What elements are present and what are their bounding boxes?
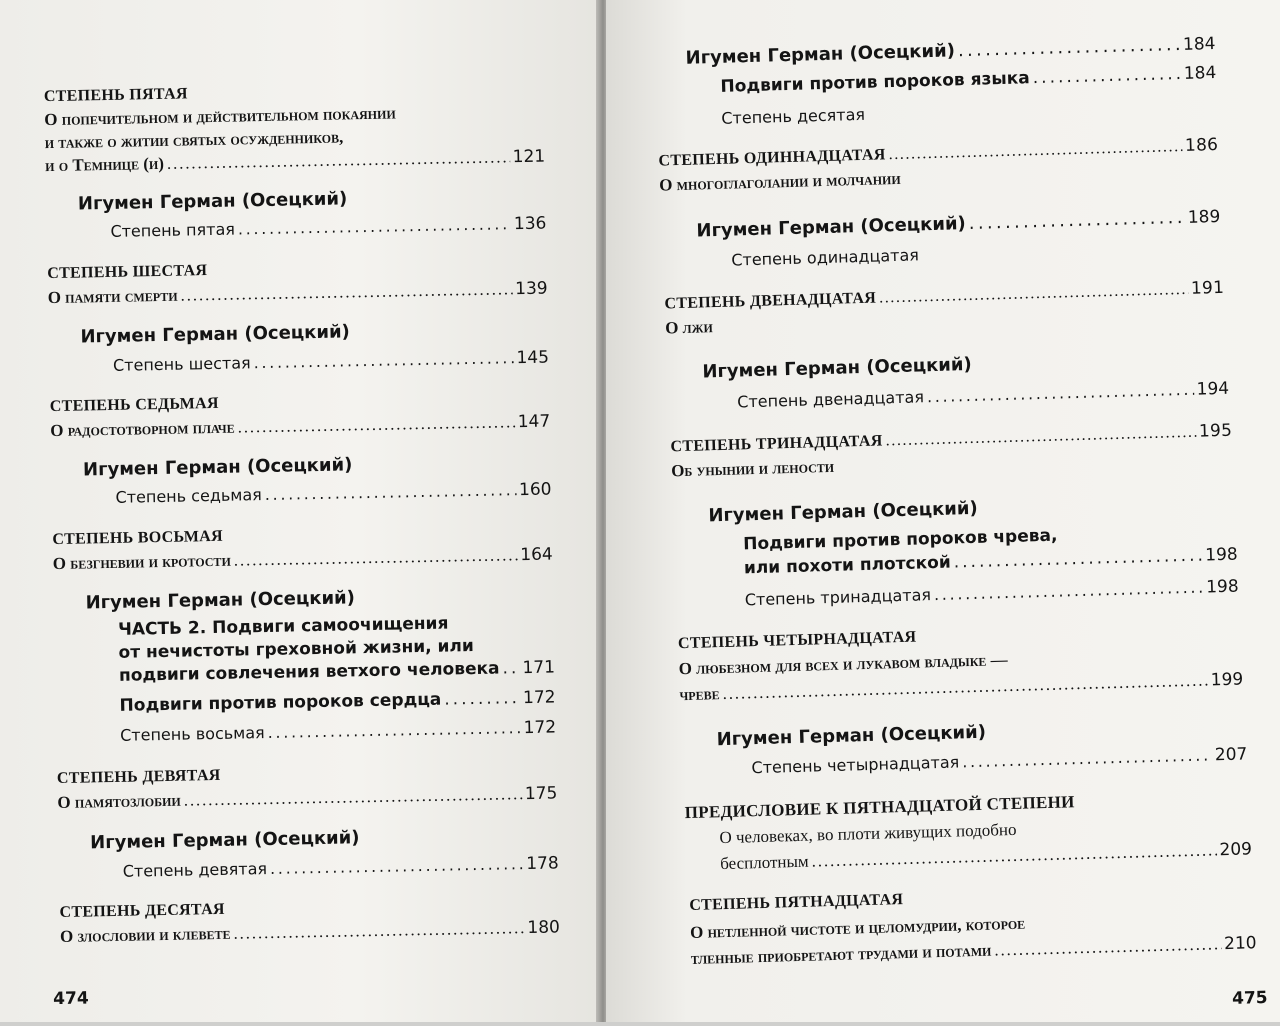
toc-subentry: Степень одинадцатая <box>731 245 920 270</box>
page-number: 121 <box>512 146 546 168</box>
toc-title: О безгневии и кротости . . . 164 <box>53 545 553 573</box>
toc-heading: СТЕПЕНЬ СЕДЬМАЯ <box>49 394 219 416</box>
right-page-content <box>606 0 1280 1022</box>
toc-title: О лжи <box>664 317 714 338</box>
toc-subentry: Степень седьмая . . . 160 <box>115 482 551 507</box>
toc-author: Игумен Герман (Осецкий) <box>82 454 353 481</box>
toc-title: О радостотворном плаче . . . 147 <box>50 413 550 441</box>
toc-title: О попечительном и действительном покаянии <box>44 103 396 130</box>
toc-subentry: Степень четырнадцатая . . . 207 <box>751 746 1247 777</box>
page-number: 184 <box>1183 62 1217 84</box>
leader-dots <box>811 841 1216 869</box>
leader-dots <box>888 139 1182 163</box>
toc-chapter: подвиги совлечения ветхого человека . . . 171 <box>119 659 555 684</box>
toc-title: Об унынии и лености <box>670 456 835 481</box>
toc-title: О памяти смерти . . . 139 <box>48 280 548 308</box>
toc-description: бесплотным . . . 209 <box>720 840 1252 873</box>
toc-heading: СТЕПЕНЬ ДВЕНАДЦАТАЯ . . . 191 <box>664 280 1224 313</box>
toc-heading: СТЕПЕНЬ ТРИНАДЦАТАЯ . . . 195 <box>670 423 1232 456</box>
leader-dots <box>502 660 519 677</box>
toc-title: и также о житии святых осужденников, <box>44 127 344 153</box>
page-number: 189 <box>1187 206 1221 228</box>
page-number: 175 <box>524 783 558 805</box>
toc-title: О нетленной чистоте и целомудрии, которое <box>689 913 1026 943</box>
page-number: 171 <box>522 657 556 679</box>
page-number: 198 <box>1205 544 1239 566</box>
toc-author: Игумен Герман (Осецкий) <box>89 827 360 854</box>
leader-dots <box>934 580 1204 604</box>
toc-title: О многоглаголании и молчании <box>658 168 901 195</box>
toc-author: Игумен Герман (Осецкий) <box>80 321 351 348</box>
leader-dots <box>265 482 517 503</box>
page-number: 210 <box>1223 933 1257 955</box>
page-number: 139 <box>515 278 548 300</box>
leader-dots <box>270 856 523 877</box>
leader-dots <box>184 785 522 808</box>
toc-subentry: Степень двенадцатая . . . 194 <box>737 381 1229 412</box>
toc-heading: СТЕПЕНЬ ЧЕТЫРНАДЦАТАЯ <box>677 628 917 653</box>
page-number: 199 <box>1210 669 1244 691</box>
toc-heading: СТЕПЕНЬ ВОСЬМАЯ <box>52 527 224 549</box>
leader-dots <box>180 280 512 303</box>
toc-subentry: Степень пятая . . . 136 <box>110 216 546 241</box>
toc-chapter: от нечистоты греховной жизни, или <box>118 636 475 663</box>
toc-heading: СТЕПЕНЬ ДЕСЯТАЯ <box>59 900 225 922</box>
left-page <box>0 0 598 1022</box>
toc-chapter: Подвиги против пороков чрева, <box>742 525 1058 555</box>
leader-dots <box>969 209 1186 233</box>
leader-dots <box>954 548 1203 572</box>
page-number: 172 <box>522 687 556 709</box>
toc-subentry: Степень десятая <box>721 104 866 128</box>
page-number: 145 <box>516 347 550 369</box>
page-number: 198 <box>1205 576 1239 598</box>
toc-title: О злословии и клевете . . . 180 <box>60 918 560 946</box>
toc-title: тленные приобретают трудами и потами . . . 210 <box>691 934 1257 968</box>
page-number-footer: 474 <box>52 988 89 1010</box>
leader-dots <box>234 546 518 568</box>
toc-chapter: Подвиги против пороков сердца . . . 172 <box>119 689 555 714</box>
page-number: 207 <box>1214 744 1248 766</box>
toc-chapter: Подвиги против пороков языка . . . 184 <box>720 65 1216 96</box>
left-page-content <box>0 0 618 1022</box>
page-number: 164 <box>520 544 553 566</box>
page-number: 191 <box>1190 277 1225 299</box>
toc-title: и о Темнице (и) . . . 121 <box>45 148 545 176</box>
toc-chapter: или похоти плотской . . . 198 <box>744 547 1238 578</box>
leader-dots <box>879 282 1188 307</box>
leader-dots <box>444 690 520 708</box>
toc-author: Игумен Герман (Осецкий) <box>77 188 348 215</box>
toc-heading: СТЕПЕНЬ ПЯТАЯ <box>43 85 188 106</box>
leader-dots <box>268 720 521 741</box>
toc-author: Игумен Герман (Осецкий) <box>702 353 972 383</box>
page-number: 209 <box>1219 839 1253 861</box>
toc-author: Игумен Герман (Осецкий) <box>85 587 356 614</box>
leader-dots <box>1033 66 1182 87</box>
toc-author: Игумен Герман (Осецкий) <box>716 721 987 751</box>
page-number: 184 <box>1182 34 1216 55</box>
toc-heading: ПРЕДИСЛОВИЕ К ПЯТНАДЦАТОЙ СТЕПЕНИ <box>684 792 1075 823</box>
leader-dots <box>958 36 1181 60</box>
page-number-footer: 475 <box>1231 987 1268 1009</box>
toc-title: О любезном для всех и лукавом владыке — <box>678 650 1008 679</box>
right-page <box>606 0 1280 1022</box>
toc-chapter: ЧАСТЬ 2. Подвиги самоочищения <box>117 613 449 640</box>
leader-dots <box>233 919 524 942</box>
toc-subentry: Степень девятая . . . 178 <box>123 855 559 880</box>
toc-subentry: Степень тринадцатая . . . 198 <box>745 579 1239 610</box>
toc-author: Игумен Герман (Осецкий) . . . 184 <box>685 35 1215 68</box>
toc-title: чреве . . . 199 <box>679 670 1243 704</box>
toc-heading: СТЕПЕНЬ ШЕСТАЯ <box>47 262 208 283</box>
leader-dots <box>167 148 510 172</box>
page-number: 136 <box>513 213 547 235</box>
toc-heading: СТЕПЕНЬ ОДИННАДЦАТАЯ . . . 186 <box>658 137 1218 170</box>
page-number: 178 <box>526 853 559 875</box>
toc-author: Игумен Герман (Осецкий) <box>708 497 979 527</box>
toc-heading: СТЕПЕНЬ ПЯТНАДЦАТАЯ <box>689 891 904 915</box>
leader-dots <box>722 671 1208 702</box>
page-number: 172 <box>523 717 557 739</box>
leader-dots <box>885 425 1196 450</box>
leader-dots <box>927 382 1194 405</box>
toc-title: О памятозлобии . . . 175 <box>57 784 557 812</box>
toc-author: Игумен Герман (Осецкий) . . . 189 <box>696 208 1220 241</box>
leader-dots <box>962 747 1212 770</box>
page-number: 147 <box>517 411 551 433</box>
toc-heading: СТЕПЕНЬ ДЕВЯТАЯ <box>56 766 221 788</box>
page-number: 195 <box>1198 420 1233 442</box>
page-number: 160 <box>518 479 552 501</box>
toc-subentry: Степень восьмая . . . 172 <box>120 719 556 744</box>
leader-dots <box>238 216 511 237</box>
page-number: 186 <box>1184 134 1219 156</box>
page-number: 180 <box>527 917 561 939</box>
toc-description: О человеках, во плоти живущих подобно <box>719 819 1017 848</box>
leader-dots <box>994 935 1221 958</box>
leader-dots <box>237 413 514 435</box>
leader-dots <box>254 350 514 371</box>
toc-subentry: Степень шестая . . . 145 <box>113 350 549 375</box>
page-number: 194 <box>1196 378 1230 400</box>
